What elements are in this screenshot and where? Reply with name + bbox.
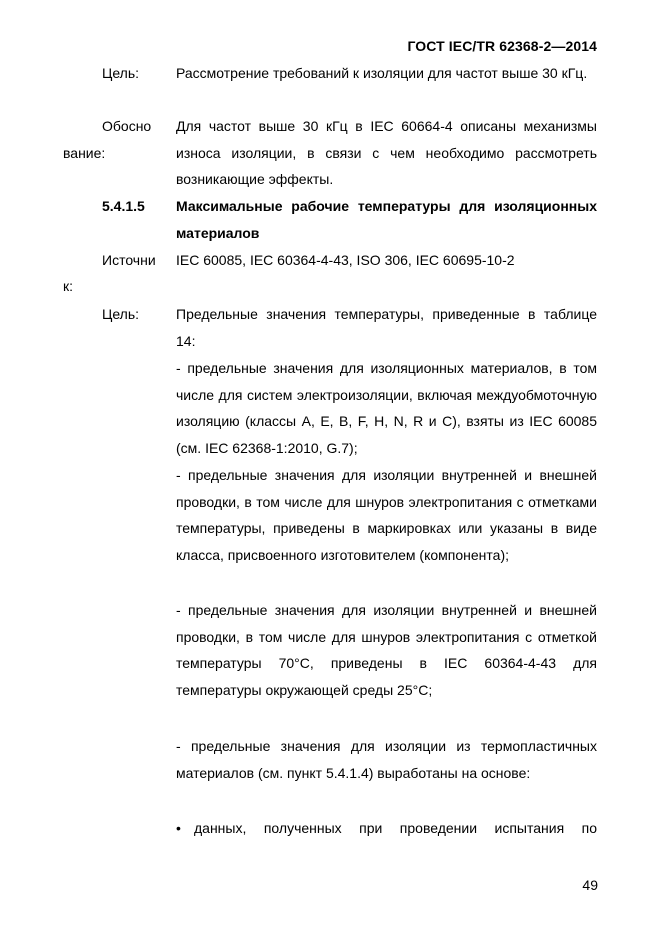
goal2-label: Цель: — [102, 306, 140, 322]
goal2-item-3: - предельные значения для изоляции внутренней и внешней проводки, в том числе для шнуров электропитания с отметкой температуры 70°C, приведены в IEC 60364-4-43 для температуры окружающей среды 25°C; — [176, 602, 597, 698]
goal2-item-1: - предельные значения для изоляционных материалов, в том числе для систем электроизоляции, включая междуобмоточную изоляцию (классы A, E, B, F, H, N, R и C), взяты из IEC 60085 (см. IEC 62368-1:2010, G.7); — [176, 360, 597, 456]
goal-label: Цель: — [102, 65, 140, 81]
rationale-label-part2: вание: — [63, 145, 106, 161]
bullet-text: данных, полученных при проведении испытания по — [194, 820, 597, 836]
section-title: Максимальные рабочие температуры для изоляционных материалов — [176, 198, 597, 241]
goal2-item-2: - предельные значения для изоляции внутренней и внешней проводки, в том числе для шнуров электропитания с отметками температуры, приведены в маркировках или указаны в виде класса, присвоенного изготовителем (компонента); — [176, 467, 597, 563]
rationale-label-part1: Обосно — [102, 118, 152, 134]
document-code-header: ГОСТ IEC/TR 62368-2—2014 — [407, 38, 597, 54]
source-label-part1: Источни — [102, 252, 156, 268]
goal-text: Рассмотрение требований к изоляции для частот выше 30 кГц. — [176, 65, 588, 81]
source-text: IEC 60085, IEC 60364-4-43, ISO 306, IEC 60695-10-2 — [176, 252, 515, 268]
source-label-part2: к: — [63, 278, 74, 294]
section-number: 5.4.1.5 — [102, 198, 145, 214]
bullet-marker: • — [176, 820, 181, 836]
page-number: 49 — [582, 877, 598, 893]
goal2-intro: Предельные значения температуры, приведенные в таблице 14: — [176, 306, 597, 349]
goal2-item-4: - предельные значения для изоляции из термопластичных материалов (см. пункт 5.4.1.4) выработаны на основе: — [176, 738, 597, 781]
rationale-text: Для частот выше 30 кГц в IEC 60664-4 описаны механизмы износа изоляции, в связи с чем необходимо рассмотреть возникающие эффекты. — [176, 118, 597, 187]
goal2-bullet-item — [176, 815, 597, 842]
